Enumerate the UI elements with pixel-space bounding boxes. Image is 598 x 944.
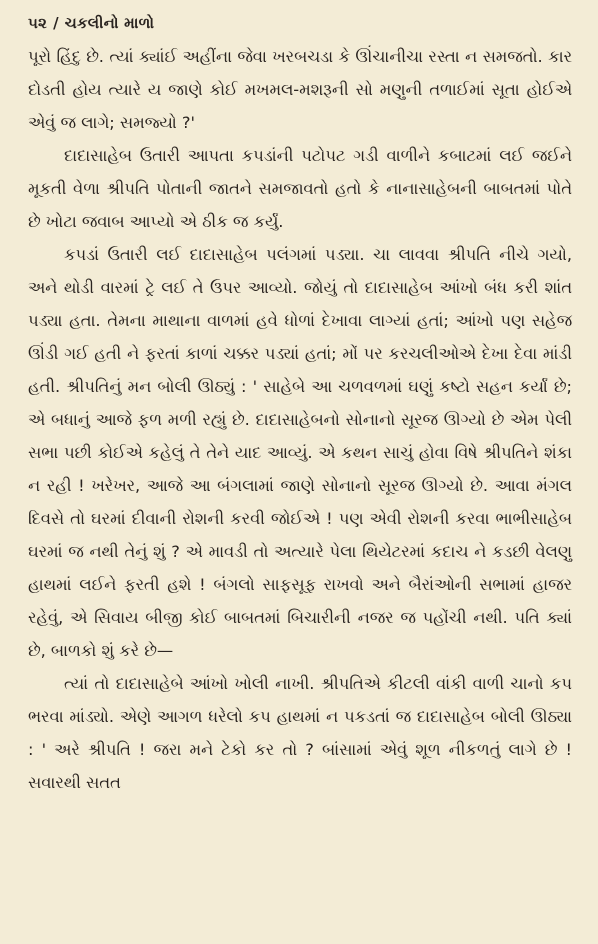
paragraph: દાદાસાહેબ ઉતારી આપતા કપડાંની પટોપટ ગડી વાળીને કબાટમાં લઈ જઈને મૂકતી વેળા શ્રીપતિ પોતાની જાતને સમજાવતો હતો કે નાનાસાહેબની બાબતમાં પોતે છે ખોટા જવાબ આપ્યો એ ઠીક જ કર્યું. [28, 146, 572, 231]
body-text [28, 40, 572, 799]
book-title: ચકલીનો માળો [64, 14, 155, 32]
paragraph-continued: પૂરો હિંદુ છે. ત્યાં ક્યાંઈ અહીંના જેવા ખરબચડા કે ઊંચાનીચા રસ્તા ન સમજતો. કાર દોડતી હોય ત્યારે ય જાણે કોઈ મખમલ-મશરૂની સો મણુની તળાઈમાં સૂતા હોઈએ એવું જ લાગે; સમજ્યો ?' [28, 47, 572, 132]
paragraph: કપડાં ઉતારી લઈ દાદાસાહેબ પલંગમાં પડ્યા. ચા લાવવા શ્રીપતિ નીચે ગયો, અને થોડી વારમાં ટ્રે લઈ તે ઉપર આવ્યો. જોયું તો દાદાસાહેબ આંખો બંધ કરી શાંત પડ્યા હતા. તેમના માથાના વાળમાં હવે ધોળાં દેખાવા લાગ્યાં હતાં; આંખો પણ સહેજ ઊંડી ગઈ હતી ને ફરતાં કાળાં ચક્કર પડ્યાં હતાં; મોં પર કરચલીઓએ દેખા દેવા માંડી હતી. શ્રીપતિનું મન બોલી ઊઠ્યું : ' સાહેબે આ ચળવળમાં ઘણું કષ્ટો સહન કર્યાં છે; એ બધાનું આજે ફળ મળી રહ્યું છે. દાદાસાહેબનો સોનાનો સૂરજ ઊગ્યો છે એમ પેલી સભા પછી કોઈએ કહેલું તે તેને યાદ આવ્યું. એ કથન સાચું હોવા વિષે શ્રીપતિને શંકા ન રહી ! ખરેખર, આજે આ બંગલામાં જાણે સોનાનો સૂરજ ઊગ્યો છે. આવા મંગલ દિવસે તો ઘરમાં દીવાની રોશની કરવી જોઈએ ! પણ એવી રોશની કરવા ભાભીસાહેબ ઘરમાં જ નથી તેનું શું ? એ માવડી તો અત્યારે પેલા થિયેટરમાં કદાચ ને કડછી વેલણુ હાથમાં લઈને ફરતી હશે ! બંગલો સાફસૂફ રાખવો અને બૈરાંઓની સભામાં હાજર રહેવું, એ સિવાય બીજી કોઈ બાબતમાં બિચારીની નજર જ પહોંચી નથી. પતિ ક્યાં છે, બાળકો શું કરે છે— [28, 245, 572, 660]
paragraph: ત્યાં તો દાદાસાહેબે આંખો ખોલી નાખી. શ્રીપતિએ કીટલી વાંકી વાળી ચાનો કપ ભરવા માંડ્યો. એણે આગળ ધરેલો કપ હાથમાં ન પકડતાં જ દાદાસાહેબ બોલી ઊઠ્યા : ' અરે શ્રીપતિ ! જરા મને ટેકો કર તો ? બાંસામાં એવું શૂળ નીકળતું લાગે છે ! સવારથી સતત [28, 674, 572, 792]
header-separator: / [53, 14, 59, 32]
page-number: ૫૨ [28, 14, 48, 32]
running-header [28, 14, 572, 32]
